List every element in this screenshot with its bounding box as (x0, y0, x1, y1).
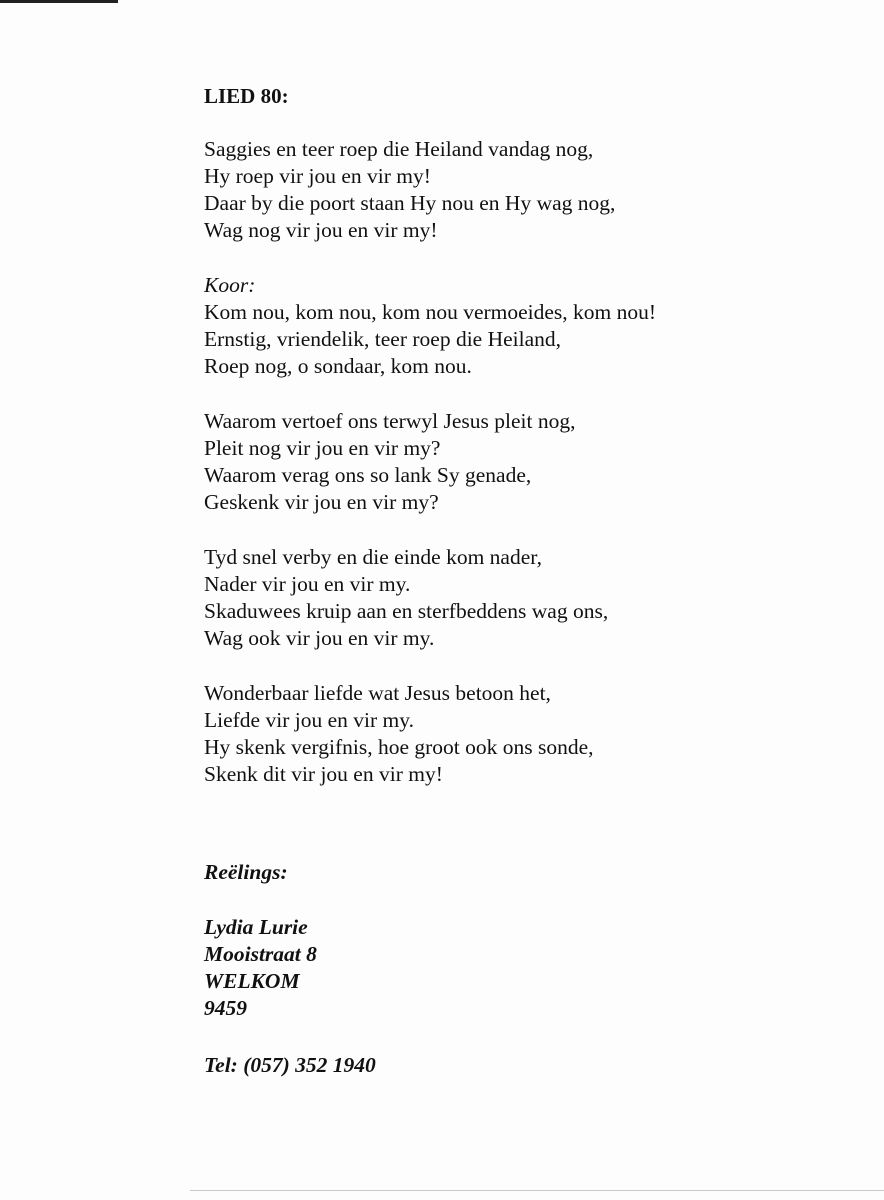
verse-line: Nader vir jou en vir my. (204, 572, 411, 596)
verse-line: Daar by die poort staan Hy nou en Hy wag nog, (204, 191, 616, 215)
chorus-line: Ernstig, vriendelik, teer roep die Heiland, (204, 327, 562, 351)
verse-line: Wag ook vir jou en vir my. (204, 626, 435, 650)
verse-line: Pleit nog vir jou en vir my? (204, 436, 441, 460)
verse-3 (204, 544, 844, 652)
chorus-line: Roep nog, o sondaar, kom nou. (204, 354, 472, 378)
verse-line: Skaduwees kruip aan en sterfbeddens wag ons, (204, 599, 609, 623)
chorus-label: Koor: (204, 273, 256, 297)
verse-line: Waarom vertoef ons terwyl Jesus pleit nog, (204, 409, 576, 433)
verse-line: Hy skenk vergifnis, hoe groot ook ons sonde, (204, 735, 594, 759)
verse-line: Liefde vir jou en vir my. (204, 708, 414, 732)
song-title: LIED 80: (204, 84, 289, 108)
contact-postal-code: 9459 (204, 996, 247, 1020)
contact-city: WELKOM (204, 969, 300, 993)
verse-line: Wonderbaar liefde wat Jesus betoon het, (204, 681, 551, 705)
contact-telephone: Tel: (057) 352 1940 (204, 1053, 376, 1077)
verse-1 (204, 136, 844, 244)
scan-edge-line (190, 1190, 884, 1191)
contact-name: Lydia Lurie (204, 915, 308, 939)
verse-line: Skenk dit vir jou en vir my! (204, 762, 443, 786)
verse-line: Geskenk vir jou en vir my? (204, 490, 439, 514)
contact-street: Mooistraat 8 (204, 942, 317, 966)
chorus-line: Kom nou, kom nou, kom nou vermoeides, kom nou! (204, 300, 657, 324)
verse-line: Waarom verag ons so lank Sy genade, (204, 463, 532, 487)
scan-edge-mark (0, 0, 118, 3)
contact-block (204, 858, 844, 1079)
verse-line: Tyd snel verby en die einde kom nader, (204, 545, 542, 569)
verse-line: Wag nog vir jou en vir my! (204, 218, 438, 242)
verse-line: Saggies en teer roep die Heiland vandag nog, (204, 137, 594, 161)
arrangements-heading: Reëlings: (204, 860, 288, 884)
verse-4 (204, 680, 844, 788)
verse-2 (204, 408, 844, 516)
chorus (204, 272, 844, 380)
verse-line: Hy roep vir jou en vir my! (204, 164, 431, 188)
song-sheet (204, 82, 844, 816)
